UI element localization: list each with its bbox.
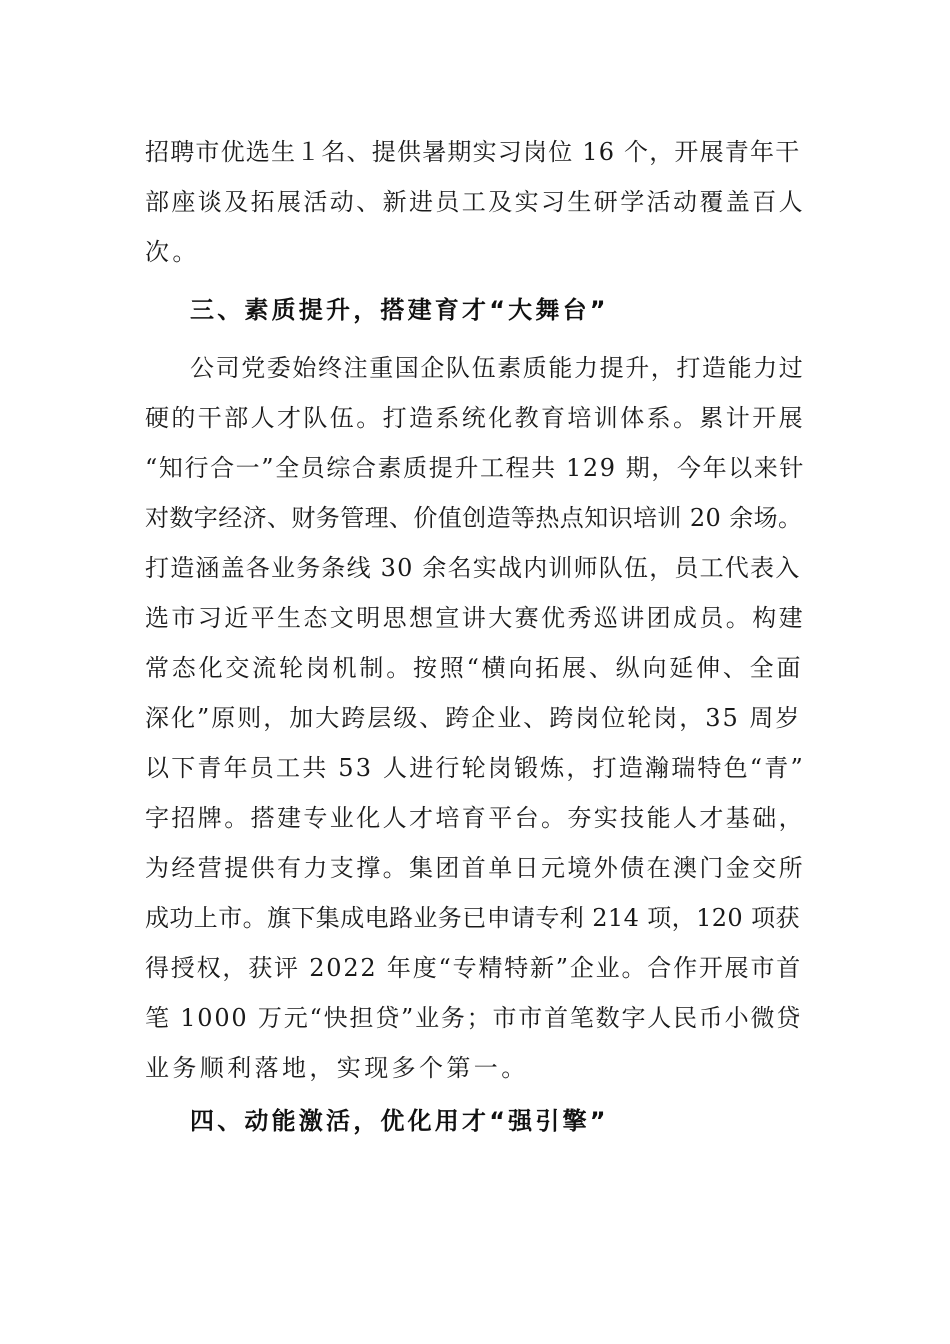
section3-line-10: 字招牌。搭建专业化人才培育平台。夯实技能人才基础， [145, 804, 805, 832]
section3-heading: 三、素质提升，搭建育才“大舞台” [190, 296, 609, 324]
section3-line-15: 业务顺利落地，实现多个第一。 [145, 1054, 529, 1082]
section3-line-3: “知行合一”全员综合素质提升工程共 129 期，今年以来针 [145, 454, 806, 482]
section3-line-6: 选市习近平生态文明思想宣讲大赛优秀巡讲团成员。构建 [145, 604, 805, 632]
section3-line-14: 笔 1000 万元“快担贷”业务；市市首笔数字人民币小微贷 [145, 1004, 803, 1032]
section3-line-1: 公司党委始终注重国企队伍素质能力提升，打造能力过 [190, 354, 805, 382]
section3-line-5: 打造涵盖各业务条线 30 余名实战内训师队伍，员工代表入 [145, 554, 801, 582]
section3-line-13: 得授权，获评 2022 年度“专精特新”企业。合作开展市首 [145, 954, 803, 982]
section3-line-4: 对数字经济、财务管理、价值创造等热点知识培训 20 余场。 [145, 504, 803, 532]
section4-heading: 四、动能激活，优化用才“强引擎” [190, 1107, 609, 1135]
intro-line-2: 部座谈及拓展活动、新进员工及实习生研学活动覆盖百人 [145, 188, 805, 216]
section3-line-7: 常态化交流轮岗机制。按照“横向拓展、纵向延伸、全面 [145, 654, 804, 682]
intro-line-3: 次。 [145, 238, 200, 266]
section3-line-12: 成功上市。旗下集成电路业务已申请专利 214 项，120 项获 [145, 904, 800, 932]
section3-line-11: 为经营提供有力支撑。集团首单日元境外债在澳门金交所 [145, 854, 805, 882]
section3-line-2: 硬的干部人才队伍。打造系统化教育培训体系。累计开展 [145, 404, 805, 432]
section3-line-9: 以下青年员工共 53 人进行轮岗锻炼，打造瀚瑞特色“青” [145, 754, 805, 782]
section3-line-8: 深化”原则，加大跨层级、跨企业、跨岗位轮岗，35 周岁 [145, 704, 802, 732]
intro-line-1: 招聘市优选生１名、提供暑期实习岗位 16 个，开展青年干 [145, 138, 801, 166]
